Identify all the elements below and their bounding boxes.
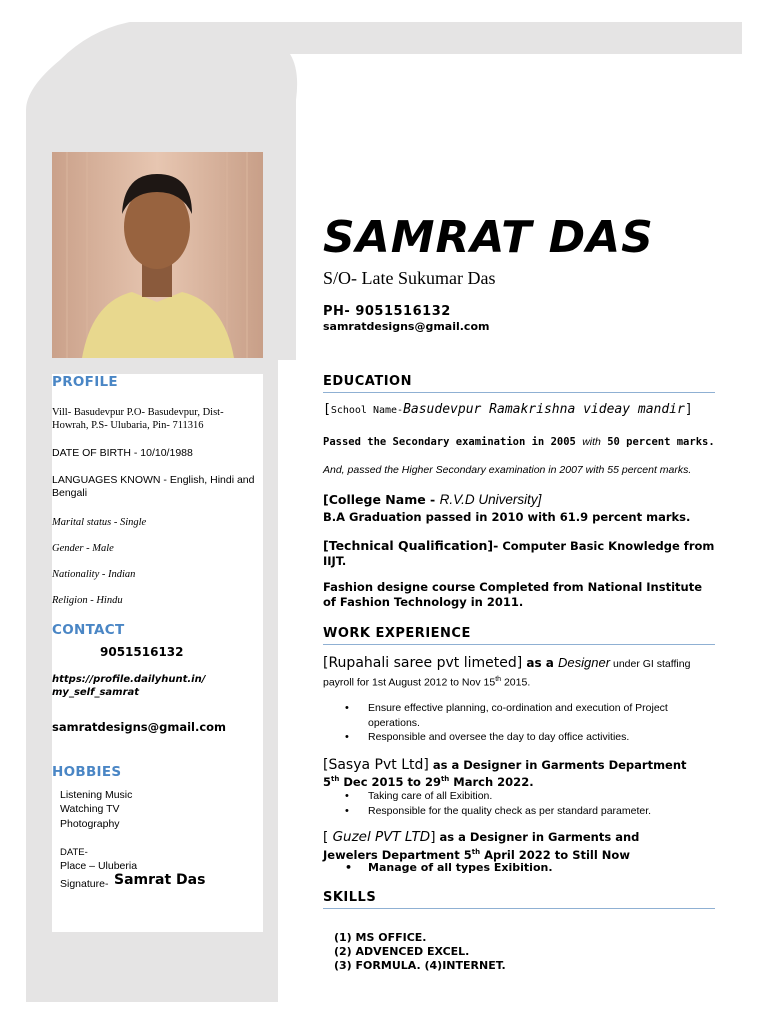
section-divider — [323, 908, 715, 909]
job2-date: March 2022. — [449, 774, 534, 789]
job3-date: Jewelers Department 5 — [323, 847, 472, 862]
college-desc: B.A Graduation passed in 2010 with 61.9 percent marks. — [323, 510, 691, 524]
bracket: ] — [430, 829, 436, 845]
date-label: DATE- — [60, 847, 88, 858]
religion: Religion - Hindu — [52, 595, 123, 606]
list-item: • Taking care of all Exibition. — [345, 789, 705, 804]
school-secondary — [323, 436, 715, 449]
skills-heading: SKILLS — [323, 890, 377, 905]
gender: Gender - Male — [52, 543, 114, 554]
job3-header — [323, 830, 718, 863]
job3-desc: as a Designer in Garments and — [435, 830, 640, 844]
contact-phone: 9051516132 — [100, 645, 184, 659]
job2-header — [323, 758, 718, 789]
skill-item: (1) MS OFFICE. — [334, 931, 427, 944]
list-item: • Responsible and oversee the day to day office activities. — [345, 730, 705, 745]
section-divider — [323, 644, 715, 645]
parent-name: S/O- Late Sukumar Das — [323, 268, 496, 288]
job2-date: 5 — [323, 774, 332, 789]
job1-header — [323, 655, 718, 691]
contact-link[interactable]: https://profile.dailyhunt.in/ my_self_samrat — [52, 674, 206, 698]
date-of-birth: DATE OF BIRTH - 10/10/1988 — [52, 447, 193, 459]
phone-number: PH- 9051516132 — [323, 304, 451, 319]
skill-item: (3) FORMULA. (4)INTERNET. — [334, 959, 506, 972]
contact-heading: CONTACT — [52, 622, 125, 638]
profile-photo — [52, 152, 263, 358]
school-label: School Name- — [330, 405, 404, 416]
bracket: [ — [323, 829, 333, 845]
superscript: th — [440, 775, 450, 783]
place: Place – Uluberia — [60, 860, 138, 872]
job2-desc: as a Designer in Garments Department — [428, 758, 687, 772]
list-item: • Ensure effective planning, co-ordination and execution of Project operations. — [345, 701, 705, 730]
college-line — [323, 492, 718, 507]
job1-bullets — [345, 701, 705, 745]
job3-date: April 2022 to Still Now — [480, 847, 630, 862]
job2-date: Dec 2015 to 29 — [339, 774, 441, 789]
nationality: Nationality - Indian — [52, 569, 136, 580]
job1-as: as a — [522, 656, 559, 670]
school-text: 50 percent marks. — [600, 436, 715, 448]
skill-item: (2) ADVENCED EXCEL. — [334, 945, 470, 958]
marital-status: Marital status - Single — [52, 517, 147, 528]
email-address[interactable]: samratdesigns@gmail.com — [323, 320, 490, 333]
languages: LANGUAGES KNOWN - English, Hindi and Bengali — [52, 474, 255, 499]
job2-company: [Sasya Pvt Ltd] — [323, 757, 429, 773]
contact-email[interactable]: samratdesigns@gmail.com — [52, 720, 227, 734]
fashion-course: Fashion designe course Completed from National Institute of Fashion Technology in 2011. — [323, 580, 703, 609]
sidebar — [52, 374, 263, 932]
work-heading: WORK EXPERIENCE — [323, 626, 471, 641]
job2-bullets — [345, 789, 705, 818]
signature-label: Signature- — [60, 878, 109, 890]
school-name-line — [323, 401, 703, 419]
job1-company: [Rupahali saree pvt limeted] — [323, 655, 523, 671]
signature-value: Samrat Das — [114, 872, 206, 888]
job3-company: Guzel PVT LTD — [332, 829, 431, 845]
school-name: Basudevpur Ramakrishna videay mandir — [403, 402, 685, 417]
hobby-item: Watching TV — [60, 803, 120, 815]
skills-list — [334, 931, 729, 973]
hobby-item: Photography — [60, 818, 120, 830]
job1-under: under GI staffing payroll for 1st August 2012 to Nov 15 — [323, 658, 691, 689]
tech-desc: Computer Basic Knowledge from IIJT. — [323, 539, 715, 568]
bracket: ] — [684, 402, 693, 417]
hobbies-heading: HOBBIES — [52, 764, 122, 780]
education-heading: EDUCATION — [323, 374, 412, 389]
candidate-name: SAMRAT DAS — [323, 212, 654, 263]
school-text: with — [582, 436, 601, 448]
job1-end: 2015. — [501, 676, 531, 689]
list-item: • Responsible for the quality check as per standard parameter. — [345, 804, 705, 819]
college-name: R.V.D University] — [439, 492, 542, 507]
section-divider — [323, 392, 715, 393]
tech-label: [Technical Qualification]- — [323, 538, 499, 553]
superscript: th — [471, 848, 481, 856]
college-label: [College Name - — [323, 492, 440, 507]
school-higher-secondary: And, passed the Higher Secondary examination in 2007 with 55 percent marks. — [323, 464, 692, 476]
superscript: th — [331, 775, 340, 783]
superscript: th — [495, 676, 502, 683]
hobby-item: Listening Music — [60, 789, 133, 801]
technical-qualification — [323, 538, 718, 569]
school-text: Passed the Secondary examination in 2005 — [323, 436, 583, 448]
profile-heading: PROFILE — [52, 374, 118, 390]
list-item: • Manage of all types Exibition. — [345, 861, 705, 876]
bracket: [ — [323, 402, 331, 417]
job3-bullets — [345, 861, 705, 876]
job1-role: Designer — [558, 655, 611, 670]
address: Vill- Basudevpur P.O- Basudevpur, Dist- Howrah, P.S- Ulubaria, Pin- 711316 — [52, 407, 224, 431]
